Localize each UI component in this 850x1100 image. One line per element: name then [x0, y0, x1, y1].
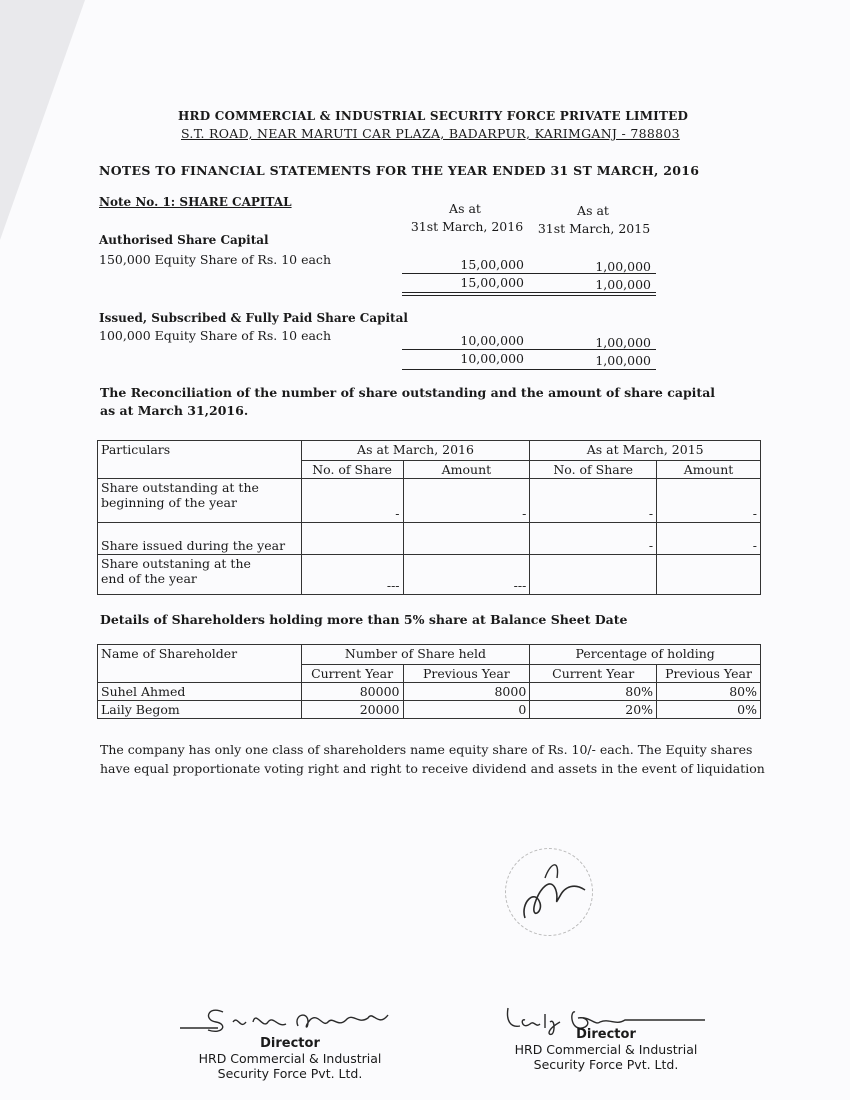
company-name: HRD COMMERCIAL & INDUSTRIAL SECURITY FORCE PRIVATE LIMITED: [178, 109, 689, 123]
header-2016: As at March, 2016: [301, 441, 530, 461]
sub-previous-year: Previous Year: [403, 665, 530, 683]
authorised-desc: 150,000 Equity Share of Rs. 10 each: [99, 252, 331, 267]
cell: ---: [301, 555, 403, 595]
note-paragraph-line2: have equal proportionate voting right and right to receive dividend and assets in the event of liquidation: [100, 761, 765, 776]
cell: -: [530, 479, 657, 523]
left-signatory: [180, 1036, 400, 1081]
cell: [657, 555, 761, 595]
stamp-signature-icon: [505, 848, 595, 938]
right-org-line2: Security Force Pvt. Ltd.: [533, 1057, 679, 1072]
right-signatory: [496, 1027, 716, 1072]
cell: -: [657, 479, 761, 523]
table-row: [98, 683, 761, 701]
left-director-title: Director: [260, 1036, 320, 1051]
header-name: Name of Shareholder: [98, 645, 302, 683]
cell: 8000: [403, 683, 530, 701]
left-org-line2: Security Force Pvt. Ltd.: [217, 1066, 363, 1081]
cell: [301, 523, 403, 555]
cell: 80%: [657, 683, 761, 701]
table-row: [98, 523, 761, 555]
issued-2016: 10,00,000: [460, 333, 524, 348]
cell: -: [657, 523, 761, 555]
cell: 80%: [530, 683, 657, 701]
cell: [403, 523, 530, 555]
row-label: [98, 479, 302, 523]
note-heading: Note No. 1: SHARE CAPITAL: [99, 195, 292, 209]
reconciliation-heading-line2: as at March 31,2016.: [100, 403, 249, 418]
header-percentage: Percentage of holding: [530, 645, 761, 665]
reconciliation-table: [97, 440, 761, 595]
sub-current-year: Current Year: [530, 665, 657, 683]
header-particulars: Particulars: [98, 441, 302, 479]
cell: -: [301, 479, 403, 523]
holders-heading: Details of Shareholders holding more than 5% share at Balance Sheet Date: [100, 612, 628, 627]
issued-total-2015: 1,00,000: [595, 353, 651, 368]
note-paragraph-line1: The company has only one class of shareholders name equity share of Rs. 10/- each. The Equity shares: [100, 742, 753, 757]
cell: [530, 555, 657, 595]
cell: -: [530, 523, 657, 555]
company-address: S.T. ROAD, NEAR MARUTI CAR PLAZA, BADARPUR, KARIMGANJ - 788803: [181, 126, 680, 141]
row-label-line1: Share issued during the year: [101, 538, 286, 553]
header-number: Number of Share held: [301, 645, 530, 665]
left-org-line1: HRD Commercial & Industrial: [198, 1051, 382, 1066]
authorised-total-2015: 1,00,000: [595, 277, 651, 292]
col-2016-line1: As at: [449, 201, 481, 216]
table-row: [98, 701, 761, 719]
reconciliation-heading-line1: The Reconciliation of the number of share outstanding and the amount of share capital: [100, 385, 716, 400]
rule-line: [402, 273, 656, 274]
sub-no-of-share: No. of Share: [530, 461, 657, 479]
sub-no-of-share: No. of Share: [301, 461, 403, 479]
shareholders-table: [97, 644, 761, 719]
holder-name: Suhel Ahmed: [98, 683, 302, 701]
row-label-line2: beginning of the year: [101, 495, 237, 510]
authorised-total-2016: 15,00,000: [460, 275, 524, 290]
cell: 80000: [301, 683, 403, 701]
col-2015-line1: As at: [577, 203, 609, 218]
right-org-line1: HRD Commercial & Industrial: [514, 1042, 698, 1057]
issued-label: Issued, Subscribed & Fully Paid Share Capital: [99, 311, 408, 325]
table-row: [98, 555, 761, 595]
cell: 0: [403, 701, 530, 719]
sub-current-year: Current Year: [301, 665, 403, 683]
cell: -: [403, 479, 530, 523]
issued-total-2016: 10,00,000: [460, 351, 524, 366]
sub-amount: Amount: [657, 461, 761, 479]
authorised-label: Authorised Share Capital: [99, 233, 269, 247]
table-row: [98, 479, 761, 523]
col-2015-line2: 31st March, 2015: [537, 221, 651, 236]
holder-name: Laily Begom: [98, 701, 302, 719]
row-label: [98, 555, 302, 595]
header-2015: As at March, 2015: [530, 441, 761, 461]
authorised-2016: 15,00,000: [460, 257, 524, 272]
cell: 20000: [301, 701, 403, 719]
document-title: NOTES TO FINANCIAL STATEMENTS FOR THE YEAR ENDED 31 ST MARCH, 2016: [99, 163, 700, 178]
row-label-line2: end of the year: [101, 571, 197, 586]
issued-desc: 100,000 Equity Share of Rs. 10 each: [99, 328, 331, 343]
cell: 0%: [657, 701, 761, 719]
rule-line: [402, 292, 656, 293]
rule-line: [402, 295, 656, 296]
cell: ---: [403, 555, 530, 595]
page-fold-shadow: [0, 0, 85, 240]
cell: 20%: [530, 701, 657, 719]
col-2016-line2: 31st March, 2016: [410, 219, 524, 234]
issued-2015: 1,00,000: [595, 335, 651, 350]
row-label-line1: Share outstaning at the: [101, 556, 251, 571]
rule-line: [402, 369, 656, 370]
right-director-title: Director: [576, 1027, 636, 1042]
left-signature-icon: [178, 1000, 398, 1036]
row-label-line1: Share outstanding at the: [101, 480, 259, 495]
authorised-2015: 1,00,000: [595, 259, 651, 274]
rule-line: [402, 349, 656, 350]
row-label: [98, 523, 302, 555]
sub-amount: Amount: [403, 461, 530, 479]
sub-previous-year: Previous Year: [657, 665, 761, 683]
